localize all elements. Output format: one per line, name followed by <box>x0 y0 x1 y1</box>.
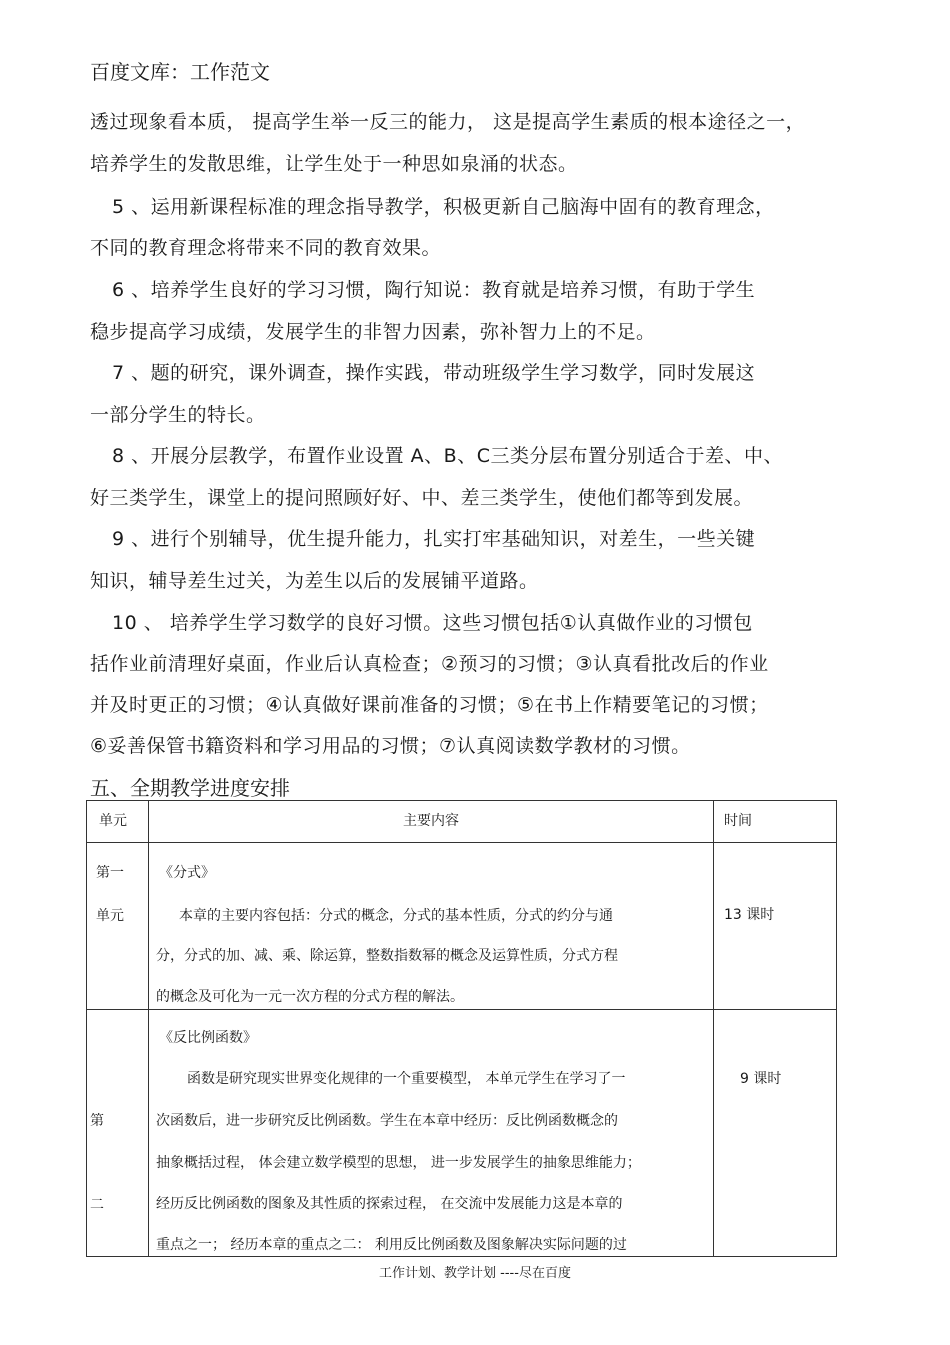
body-line: 透过现象看本质， 提高学生举一反三的能力， 这是提高学生素质的根本途径之一， <box>90 111 806 133</box>
body-line: 9 、进行个别辅导，优生提升能力，扎实打牢基础知识，对差生，一些关键 <box>112 528 756 550</box>
unit-label: 第 <box>90 1113 104 1129</box>
time-value: 9 课时 <box>740 1071 782 1087</box>
page-footer: 工作计划、教学计划 ----尽在百度 <box>379 1266 571 1281</box>
content-cell <box>149 843 714 1010</box>
header-unit: 单元 <box>87 801 149 843</box>
schedule-table <box>86 800 837 1257</box>
body-line: 5 、运用新课程标准的理念指导教学，积极更新自己脑海中固有的教育理念， <box>112 196 775 218</box>
body-line: 稳步提高学习成绩，发展学生的非智力因素，弥补智力上的不足。 <box>90 321 656 343</box>
time-value: 13 课时 <box>724 907 775 923</box>
body-line: 6 、培养学生良好的学习习惯，陶行知说：教育就是培养习惯，有助于学生 <box>112 279 756 301</box>
body-line: ⑥妥善保管书籍资料和学习用品的习惯；⑦认真阅读数学教材的习惯。 <box>90 735 691 757</box>
content-line: 的概念及可化为一元一次方程的分式方程的解法。 <box>156 989 464 1005</box>
body-line: 知识，辅导差生过关，为差生以后的发展铺平道路。 <box>90 570 539 592</box>
header-time: 时间 <box>714 801 837 843</box>
body-line: 培养学生的发散思维，让学生处于一种思如泉涌的状态。 <box>90 153 578 175</box>
body-line: 好三类学生，课堂上的提问照顾好好、中、差三类学生，使他们都等到发展。 <box>90 487 754 509</box>
content-line: 抽象概括过程， 体会建立数学模型的思想， 进一步发展学生的抽象思维能力； <box>156 1155 641 1171</box>
time-cell <box>714 1010 837 1257</box>
table-row <box>87 843 837 1010</box>
header-content: 主要内容 <box>149 801 714 843</box>
content-line: 分，分式的加、减、乘、除运算，整数指数幂的概念及运算性质，分式方程 <box>156 948 618 964</box>
page-header: 百度文库：工作范文 <box>90 60 270 84</box>
time-cell <box>714 843 837 1010</box>
content-line: 次函数后，进一步研究反比例函数。学生在本章中经历：反比例函数概念的 <box>156 1113 618 1129</box>
body-line: 不同的教育理念将带来不同的教育效果。 <box>90 237 442 259</box>
body-line: 10 、 培养学生学习数学的良好习惯。这些习惯包括①认真做作业的习惯包 <box>112 612 753 634</box>
unit-cell <box>87 843 149 1010</box>
chapter-title: 《反比例函数》 <box>159 1030 257 1046</box>
body-line: 一部分学生的特长。 <box>90 404 266 426</box>
content-line: 经历反比例函数的图象及其性质的探索过程， 在交流中发展能力这是本章的 <box>156 1196 623 1212</box>
unit-label: 单元 <box>96 908 124 924</box>
unit-label: 第一 <box>96 865 124 881</box>
body-line: 8 、开展分层教学，布置作业设置 A、B、C三类分层布置分别适合于差、中、 <box>112 445 783 467</box>
table-header-row <box>87 801 837 843</box>
content-line: 本章的主要内容包括：分式的概念，分式的基本性质，分式的约分与通 <box>179 908 613 924</box>
content-cell <box>149 1010 714 1257</box>
body-line: 括作业前清理好桌面，作业后认真检查；②预习的习惯；③认真看批改后的作业 <box>90 653 769 675</box>
body-line: 并及时更正的习惯；④认真做好课前准备的习惯；⑤在书上作精要笔记的习惯； <box>90 694 769 716</box>
table-row <box>87 1010 837 1257</box>
content-line: 函数是研究现实世界变化规律的一个重要模型， 本单元学生在学习了一 <box>187 1071 626 1087</box>
body-line: 7 、题的研究，课外调查，操作实践，带动班级学生学习数学，同时发展这 <box>112 362 756 384</box>
section-title: 五、全期教学进度安排 <box>90 776 290 800</box>
chapter-title: 《分式》 <box>159 865 215 881</box>
unit-label: 二 <box>90 1197 104 1213</box>
content-line: 重点之一； 经历本章的重点之二： 利用反比例函数及图象解决实际问题的过 <box>156 1237 627 1253</box>
unit-cell <box>87 1010 149 1257</box>
